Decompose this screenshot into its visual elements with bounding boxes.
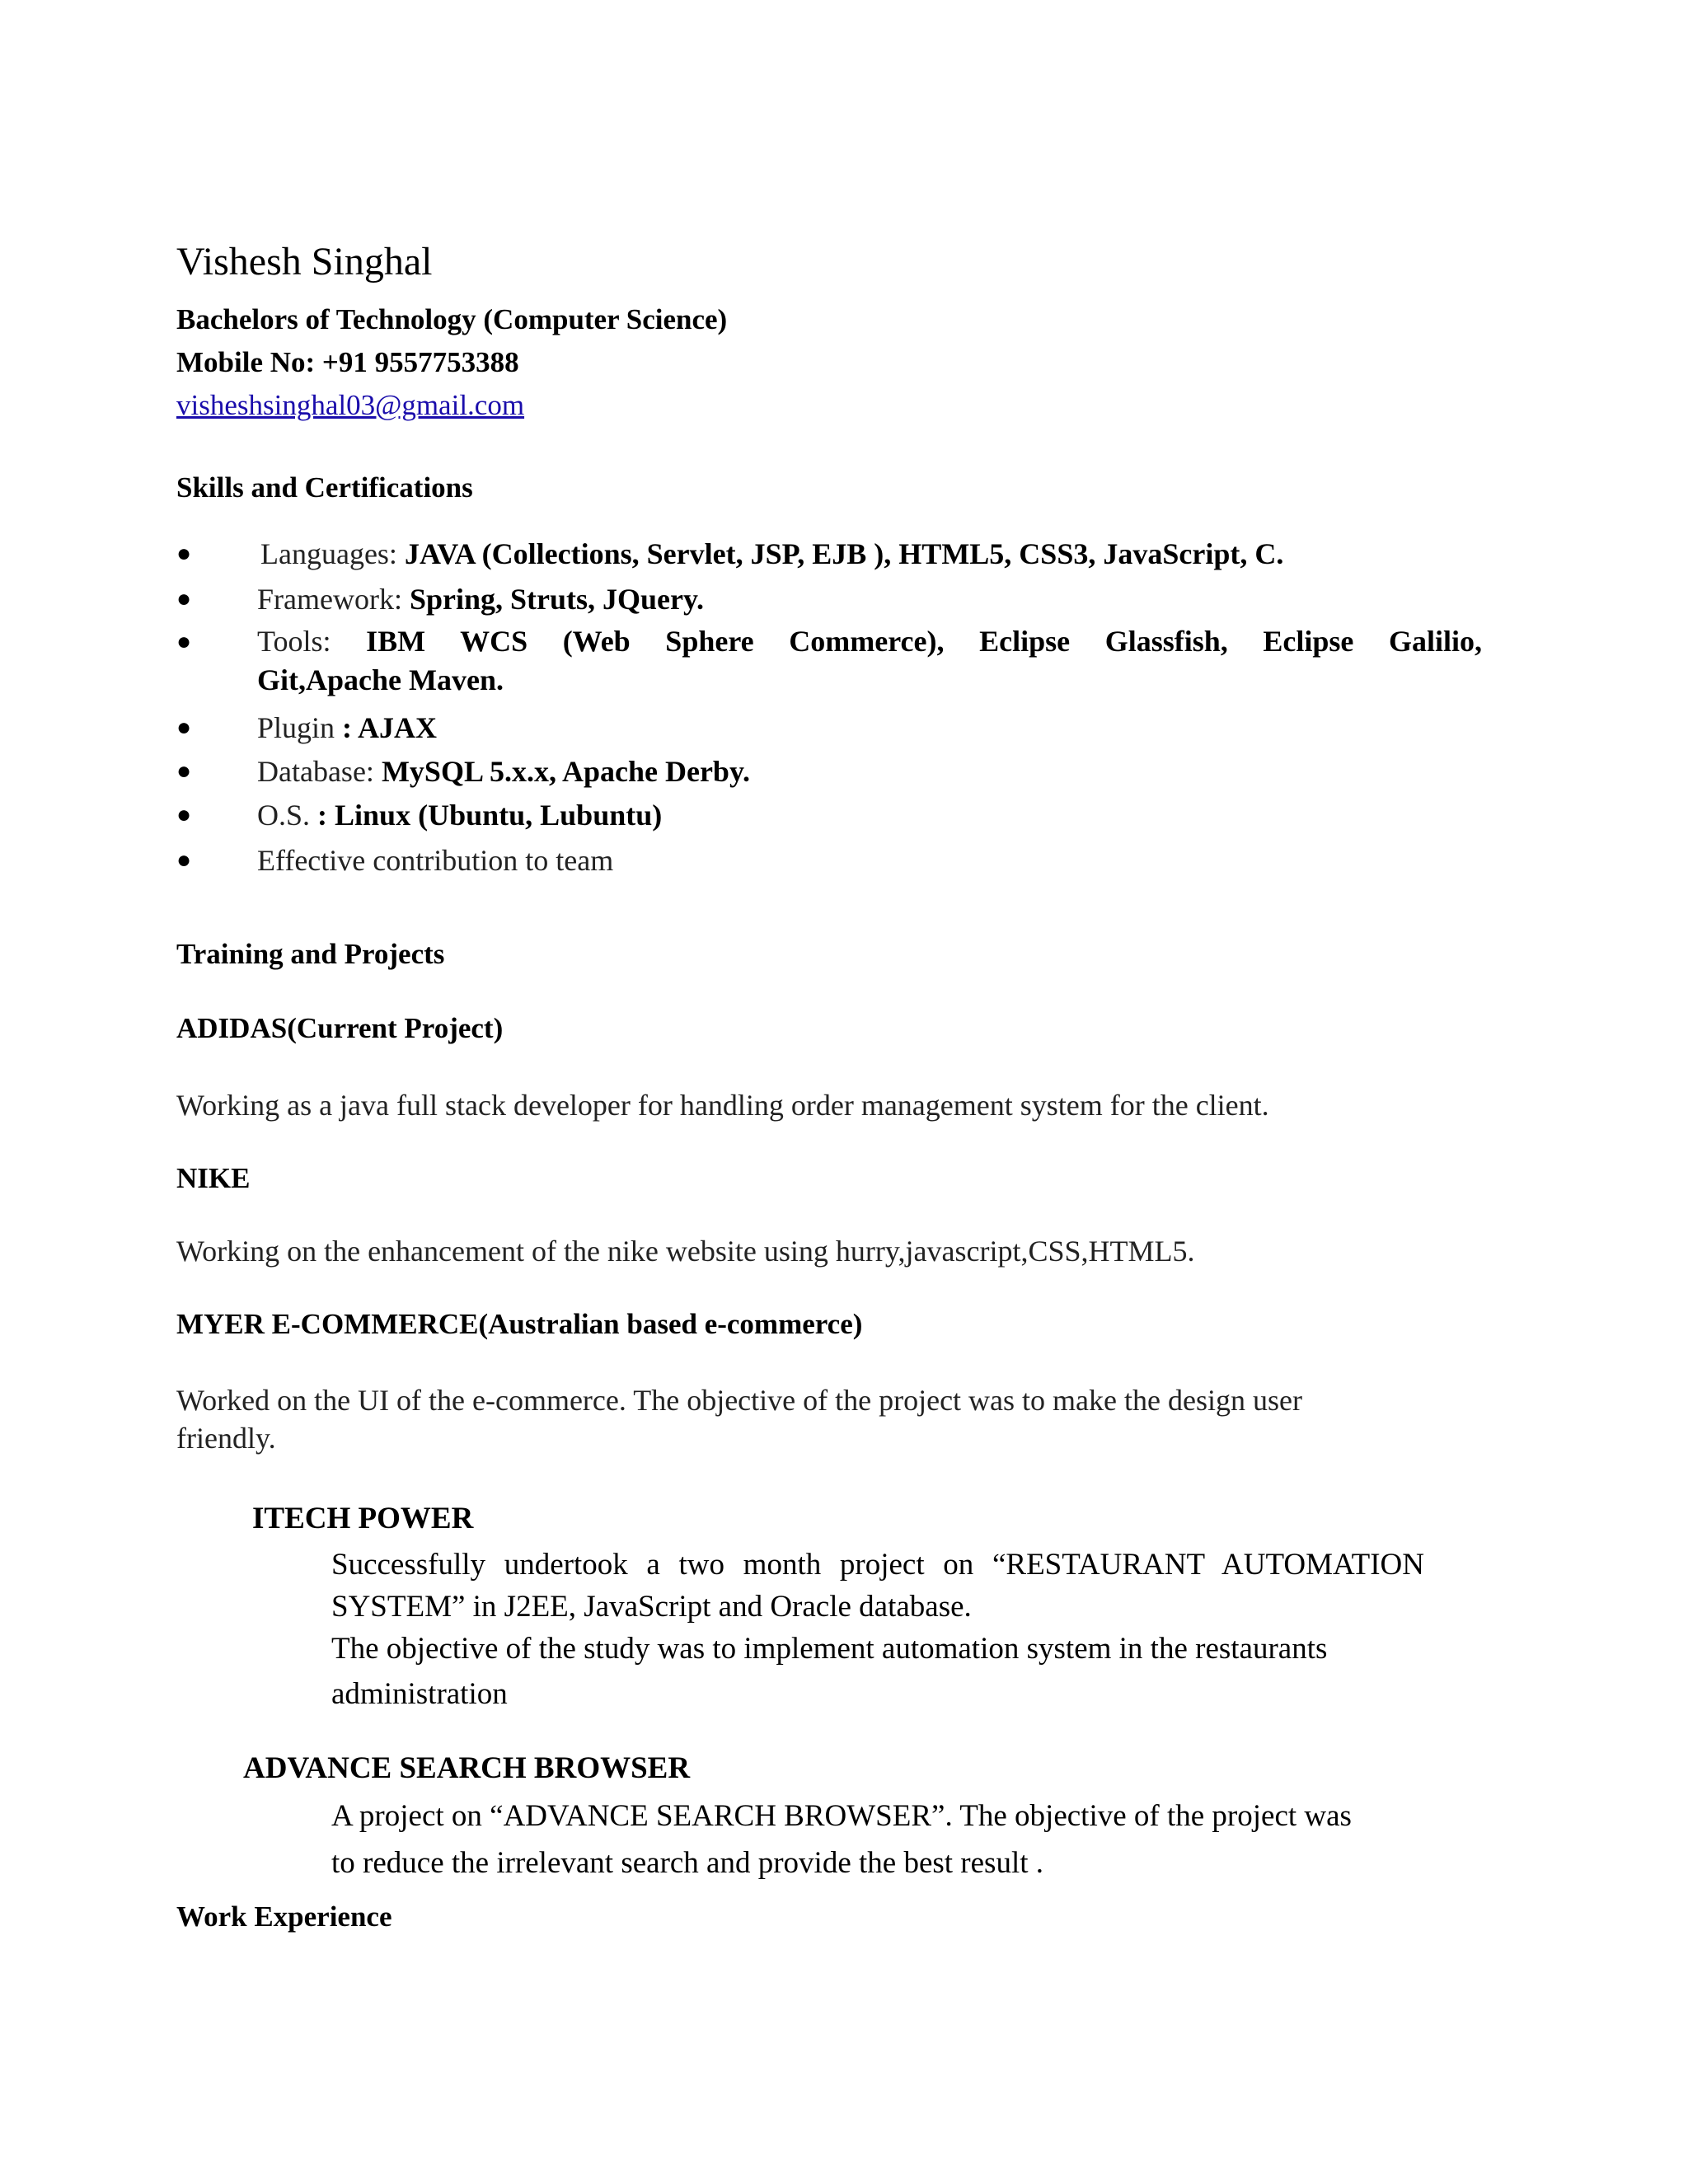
project-title-nike: NIKE	[176, 1162, 251, 1194]
skill-label: Languages:	[260, 537, 405, 570]
bullet-icon: ●	[176, 757, 192, 785]
bullet-icon: ●	[176, 585, 192, 612]
itech-line-2: SYSTEM” in J2EE, JavaScript and Oracle database.	[331, 1590, 972, 1624]
skill-tools-continued: Git,Apache Maven.	[257, 663, 504, 696]
skill-label: O.S.	[257, 799, 318, 832]
skill-plugin	[257, 710, 437, 745]
mobile-number: Mobile No: +91 9557753388	[176, 346, 519, 378]
skill-tools	[257, 624, 1482, 658]
project-body-myer: Worked on the UI of the e-commerce. The objective of the project was to make the design user	[176, 1384, 1302, 1417]
project-body-myer-continued: friendly.	[176, 1422, 276, 1455]
skill-value: MySQL 5.x.x, Apache Derby.	[381, 755, 750, 788]
skill-value: JAVA (Collections, Servlet, JSP, EJB ), HTML5, CSS3, JavaScript, C.	[404, 537, 1284, 570]
project-title-adidas: ADIDAS(Current Project)	[176, 1012, 504, 1044]
skill-value: Spring, Struts, JQuery.	[409, 583, 705, 616]
bullet-icon: ●	[176, 540, 192, 567]
skill-framework	[257, 582, 704, 616]
project-title-myer: MYER E-COMMERCE(Australian based e-commerce)	[176, 1308, 863, 1340]
skill-label: Database:	[257, 755, 382, 788]
itech-line-3: The objective of the study was to implement automation system in the restaurants	[331, 1632, 1328, 1666]
skills-heading: Skills and Certifications	[176, 471, 473, 504]
skill-label: Tools:	[257, 625, 367, 658]
bullet-icon: ●	[176, 714, 192, 741]
degree: Bachelors of Technology (Computer Science)	[176, 303, 728, 335]
project-title-itech: ITECH POWER	[252, 1502, 474, 1535]
skill-label: Effective contribution to team	[257, 844, 614, 877]
work-heading: Work Experience	[176, 1900, 392, 1933]
skill-teamwork	[257, 843, 613, 878]
training-heading: Training and Projects	[176, 938, 445, 970]
skill-os	[257, 798, 662, 832]
bullet-icon: ●	[176, 846, 192, 874]
skill-value: IBM WCS (Web Sphere Commerce), Eclipse Glassfish, Eclipse Galilio,	[366, 625, 1482, 658]
candidate-name: Vishesh Singhal	[176, 240, 433, 284]
advance-line-2: to reduce the irrelevant search and provide the best result .	[331, 1846, 1044, 1880]
bullet-icon: ●	[176, 628, 192, 655]
skill-database	[257, 754, 750, 789]
advance-line-1: A project on “ADVANCE SEARCH BROWSER”. The objective of the project was	[331, 1799, 1352, 1833]
itech-line-1: Successfully undertook a two month project on “RESTAURANT AUTOMATION	[331, 1548, 1424, 1582]
project-title-advance: ADVANCE SEARCH BROWSER	[243, 1751, 691, 1785]
bullet-icon: ●	[176, 801, 192, 828]
email-link[interactable]: visheshsinghal03@gmail.com	[176, 389, 525, 421]
skill-label: Plugin	[257, 711, 343, 744]
skill-value: : Linux (Ubuntu, Lubuntu)	[317, 799, 663, 832]
skill-label: Framework:	[257, 583, 410, 616]
skill-value: : AJAX	[342, 711, 438, 744]
itech-line-4: administration	[331, 1677, 508, 1711]
skill-languages	[260, 537, 1283, 571]
project-body-nike: Working on the enhancement of the nike website using hurry,javascript,CSS,HTML5.	[176, 1235, 1195, 1268]
project-body-adidas: Working as a java full stack developer for handling order management system for the client.	[176, 1089, 1269, 1122]
